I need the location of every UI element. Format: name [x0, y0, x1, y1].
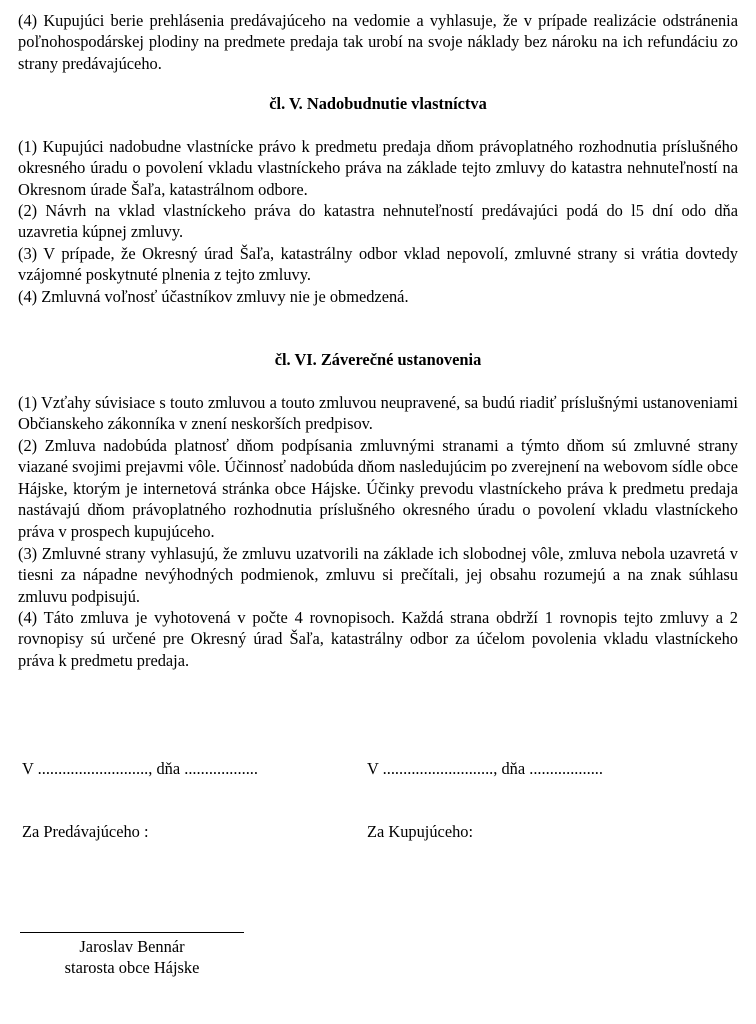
article6-paragraph-3: (3) Zmluvné strany vyhlasujú, že zmluvu uzatvorili na základe ich slobodnej vôle, zmluva nebola uzavretá v tiesni za nápadne nevýhodných podmienok, zmluvu si prečítali, jej obsahu rozumejú a na znak súhlasu zmluvu podpisujú. — [18, 544, 738, 606]
article5-paragraph-3: (3) V prípade, že Okresný úrad Šaľa, katastrálny odbor vklad nepovolí, zmluvné strany si vrátia dovtedy vzájomné poskytnuté plnenia z tejto zmluvy. — [18, 244, 738, 285]
buyer-place-date: V ..........................., dňa .................. — [367, 759, 603, 778]
article5-heading: čl. V. Nadobudnutie vlastníctva — [269, 94, 487, 113]
seller-label: Za Predávajúceho : — [22, 822, 149, 841]
seller-signature-line — [20, 932, 244, 933]
article5-paragraph-2: (2) Návrh na vklad vlastníckeho práva do katastra nehnuteľností predávajúci podá do l5 dní odo dňa uzavretia kúpnej zmluvy. — [18, 201, 738, 242]
article5-paragraph-1: (1) Kupujúci nadobudne vlastnícke právo k predmetu predaja dňom právoplatného rozhodnutia príslušného okresného úradu o povolení vkladu vlastníckeho práva na základe tejto zmluvy do katastra nehnuteľností na Okresnom úrade Šaľa, katastrálnom odbore. — [18, 137, 738, 199]
article6-paragraph-2: (2) Zmluva nadobúda platnosť dňom podpísania zmluvnými stranami a týmto dňom sú zmluvné strany viazané svojimi prejavmi vôle. Účinnosť nadobúda dňom nasledujúcim po zverejnení na webovom sídle obce Hájske, ktorým je internetová stránka obce Hájske. Účinky prevodu vlastníckeho práva k predmetu predaja nastávajú dňom právoplatného rozhodnutia príslušného okresného úradu o povolení vkladu vlastníckeho práva v prospech kupujúceho. — [18, 436, 738, 541]
buyer-label: Za Kupujúceho: — [367, 822, 474, 841]
seller-place-date: V ..........................., dňa .................. — [22, 759, 258, 778]
article4-paragraph-4: (4) Kupujúci berie prehlásenia predávajúceho na vedomie a vyhlasuje, že v prípade realizácie odstránenia poľnohospodárskej plodiny na predmete predaja tak urobí na svoje náklady bez nároku na ich refundáciu zo strany predávajúceho. — [18, 11, 738, 73]
signer-title: starosta obce Hájske — [64, 958, 200, 977]
article5-paragraph-4: (4) Zmluvná voľnosť účastníkov zmluvy nie je obmedzená. — [18, 287, 409, 306]
article6-heading: čl. VI. Záverečné ustanovenia — [274, 350, 482, 369]
signer-name: Jaroslav Bennár — [79, 937, 185, 956]
article6-paragraph-4: (4) Táto zmluva je vyhotovená v počte 4 rovnopisoch. Každá strana obdrží 1 rovnopis tejto zmluvy a 2 rovnopisy sú určené pre Okresný úrad Šaľa, katastrálny odbor za účelom povolenia vkladu vlastníckeho práva k predmetu predaja. — [18, 608, 738, 670]
article6-paragraph-1: (1) Vzťahy súvisiace s touto zmluvou a touto zmluvou neupravené, sa budú riadiť príslušnými ustanoveniami Občianskeho zákonníka v znení neskorších predpisov. — [18, 393, 738, 434]
